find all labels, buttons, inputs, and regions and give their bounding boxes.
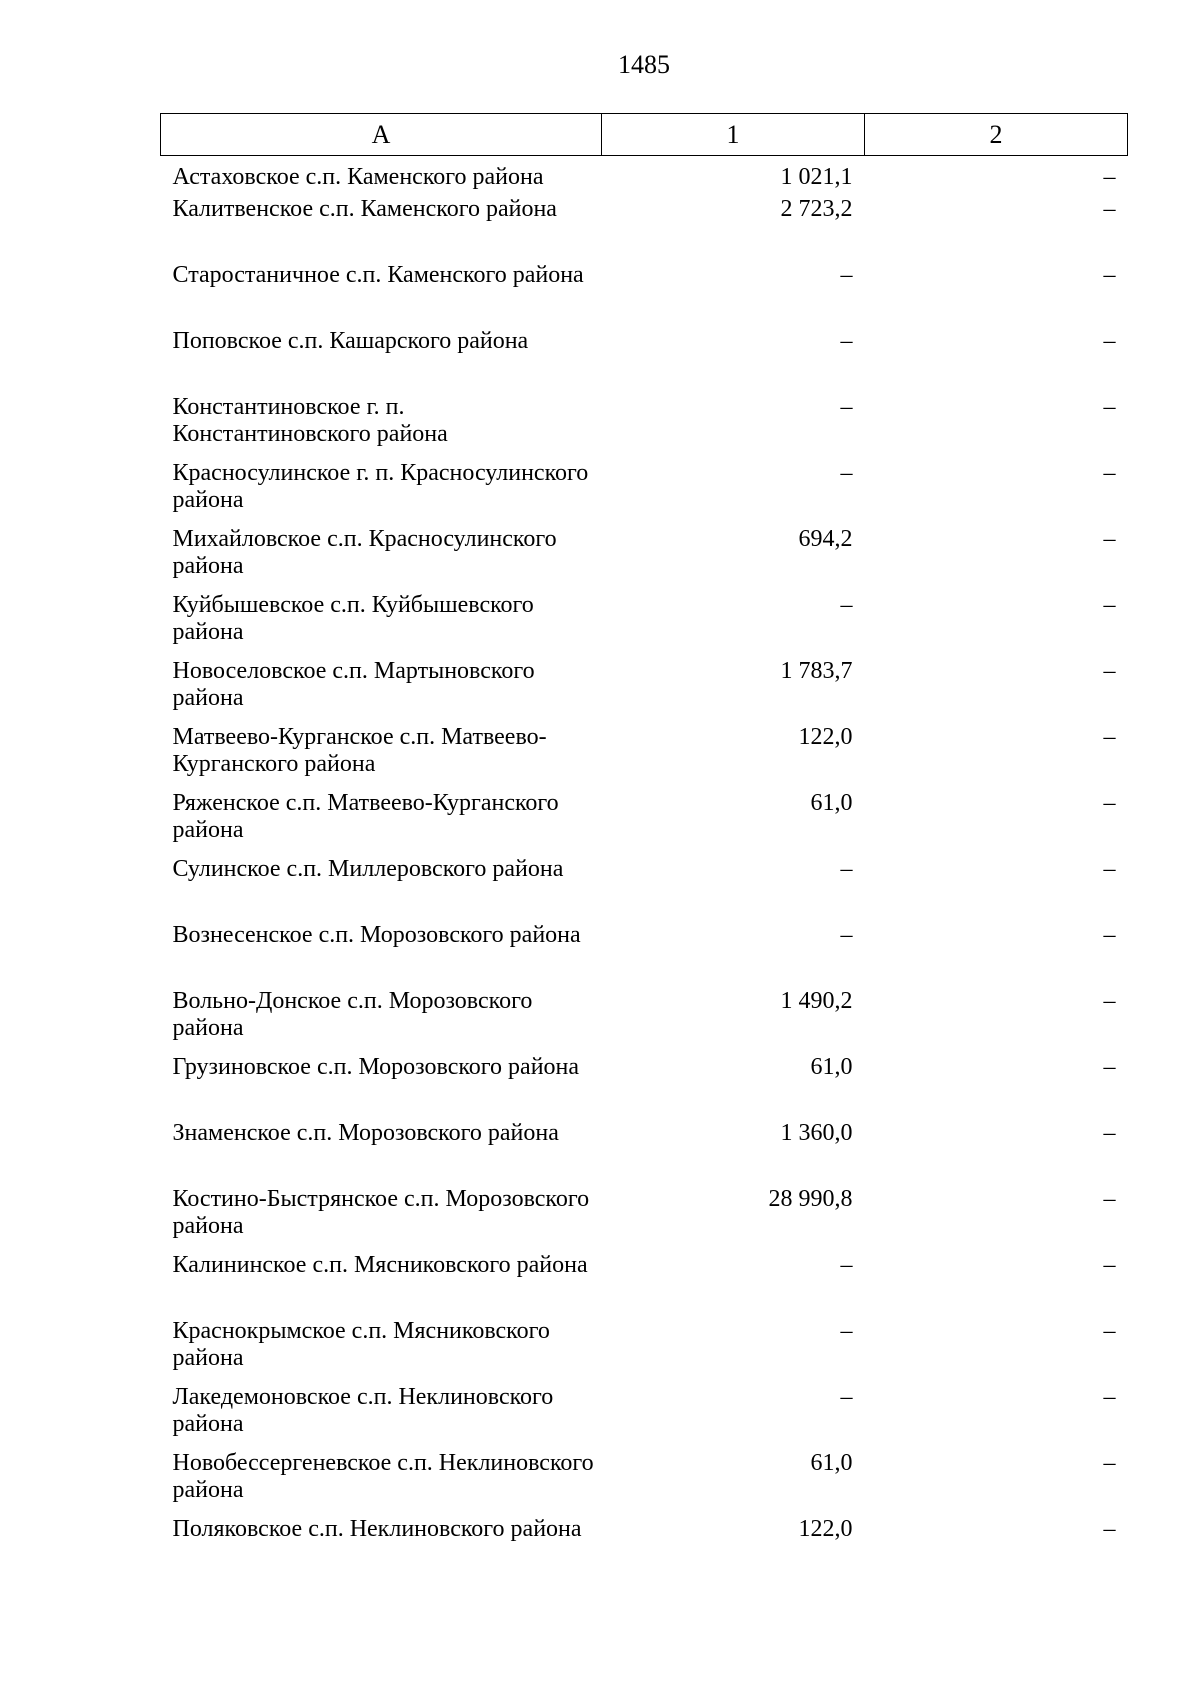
municipality-name: Матвеево-Курганское с.п. Матвеево-Курганского района (172, 724, 547, 777)
value-col-2: – (1103, 164, 1116, 190)
municipality-name: Михайловское с.п. Красносулинского района (172, 526, 557, 579)
value-col-1: – (840, 1252, 853, 1278)
page-number: 1485 (618, 50, 670, 79)
value-col-2: – (1103, 1384, 1116, 1410)
value-col-2: – (1103, 262, 1116, 288)
header-col-2: 2 (865, 114, 1128, 156)
value-col-1: – (840, 394, 853, 420)
table-row (161, 658, 1128, 724)
value-col-1: – (840, 328, 853, 354)
table-row (161, 592, 1128, 658)
table-row (161, 196, 1128, 262)
value-col-2: – (1103, 988, 1116, 1014)
municipality-name: Калининское с.п. Мясниковского района (172, 1252, 588, 1278)
municipality-name: Новоселовское с.п. Мартыновского района (172, 658, 535, 711)
value-col-2: – (1103, 460, 1116, 486)
value-col-1: 61,0 (810, 1450, 853, 1476)
value-col-2: – (1103, 1516, 1116, 1542)
value-col-2: – (1103, 658, 1116, 684)
value-col-1: – (840, 262, 853, 288)
value-col-2: – (1103, 1318, 1116, 1344)
value-col-2: – (1103, 592, 1116, 618)
table-row (161, 1516, 1128, 1582)
value-col-2: – (1103, 1054, 1116, 1080)
value-col-1: 694,2 (798, 526, 853, 552)
value-col-2: – (1103, 856, 1116, 882)
municipality-name: Костино-Быстрянское с.п. Морозовского района (172, 1186, 590, 1239)
table-row (161, 262, 1128, 328)
value-col-2: – (1103, 1252, 1116, 1278)
value-col-2: – (1103, 790, 1116, 816)
value-col-1: 1 021,1 (780, 164, 853, 190)
value-col-2: – (1103, 394, 1116, 420)
value-col-1: 61,0 (810, 1054, 853, 1080)
table-row (161, 156, 1128, 197)
table-row (161, 1054, 1128, 1120)
value-col-1: – (840, 460, 853, 486)
municipality-name: Лакедемоновское с.п. Неклиновского района (172, 1384, 554, 1437)
value-col-2: – (1103, 196, 1116, 222)
value-col-1: – (840, 856, 853, 882)
table-row (161, 790, 1128, 856)
table-row (161, 1318, 1128, 1384)
value-col-2: – (1103, 526, 1116, 552)
table-row (161, 1186, 1128, 1252)
header-col-1: 1 (602, 114, 865, 156)
table-row (161, 328, 1128, 394)
header-col-a: А (161, 114, 602, 156)
municipality-name: Поляковское с.п. Неклиновского района (172, 1516, 582, 1542)
municipality-name: Калитвенское с.п. Каменского района (172, 196, 557, 222)
data-table (160, 113, 1128, 1582)
table-row (161, 1450, 1128, 1516)
value-col-1: – (840, 922, 853, 948)
table-row (161, 1252, 1128, 1318)
table-row (161, 724, 1128, 790)
municipality-name: Краснокрымское с.п. Мясниковского района (172, 1318, 550, 1371)
value-col-2: – (1103, 328, 1116, 354)
value-col-2: – (1103, 724, 1116, 750)
municipality-name: Поповское с.п. Кашарского района (172, 328, 529, 354)
table-row (161, 1120, 1128, 1186)
value-col-1: 1 360,0 (780, 1120, 853, 1146)
table-body (161, 156, 1128, 1583)
municipality-name: Вольно-Донское с.п. Морозовского района (172, 988, 533, 1041)
municipality-name: Константиновское г. п. Константиновского района (172, 394, 448, 447)
value-col-1: 2 723,2 (780, 196, 853, 222)
table-row (161, 922, 1128, 988)
municipality-name: Сулинское с.п. Миллеровского района (172, 856, 564, 882)
table-row (161, 394, 1128, 460)
municipality-name: Знаменское с.п. Морозовского района (172, 1120, 559, 1146)
value-col-2: – (1103, 1120, 1116, 1146)
value-col-2: – (1103, 922, 1116, 948)
table-row (161, 460, 1128, 526)
municipality-name: Грузиновское с.п. Морозовского района (172, 1054, 580, 1080)
municipality-name: Астаховское с.п. Каменского района (172, 164, 544, 190)
municipality-name: Ряженское с.п. Матвеево-Курганского района (172, 790, 559, 843)
value-col-1: – (840, 1318, 853, 1344)
header-row (161, 114, 1128, 156)
value-col-1: – (840, 592, 853, 618)
municipality-name: Новобессергеневское с.п. Неклиновского района (172, 1450, 594, 1503)
municipality-name: Куйбышевское с.п. Куйбышевского района (172, 592, 534, 645)
table-row (161, 1384, 1128, 1450)
value-col-1: 28 990,8 (768, 1186, 853, 1212)
value-col-1: 61,0 (810, 790, 853, 816)
table-header (161, 114, 1128, 156)
value-col-1: – (840, 1384, 853, 1410)
value-col-2: – (1103, 1450, 1116, 1476)
table-row (161, 526, 1128, 592)
municipality-name: Красносулинское г. п. Красносулинского района (172, 460, 589, 513)
table-row (161, 856, 1128, 922)
value-col-1: 1 783,7 (780, 658, 853, 684)
value-col-1: 122,0 (798, 724, 853, 750)
municipality-name: Вознесенское с.п. Морозовского района (172, 922, 581, 948)
municipality-name: Старостаничное с.п. Каменского района (172, 262, 584, 288)
table-row (161, 988, 1128, 1054)
value-col-2: – (1103, 1186, 1116, 1212)
value-col-1: 122,0 (798, 1516, 853, 1542)
value-col-1: 1 490,2 (780, 988, 853, 1014)
